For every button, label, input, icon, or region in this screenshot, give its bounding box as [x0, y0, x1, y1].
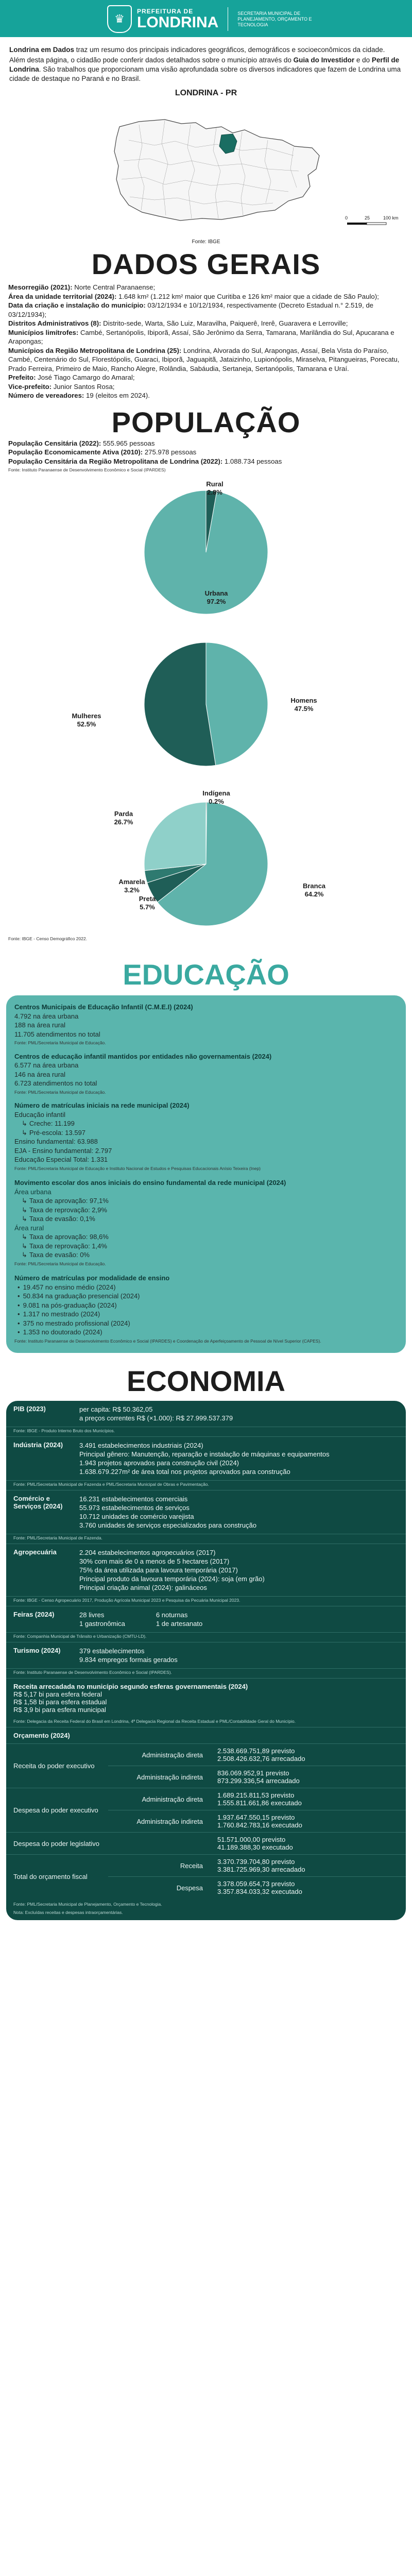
- agro-source: Fonte: IBGE - Censo Agropecuário 2017, Produção Agrícola Municipal 2023 e Pesquisa da Pecuária Municipal 2023.: [6, 1597, 406, 1606]
- taxa-urbana-text: Taxa de aprovação: 97,1%: [29, 1197, 109, 1205]
- dados-gerais-row: [8, 382, 404, 392]
- economia-title: ECONOMIA: [127, 1365, 285, 1397]
- orcamento-values: [210, 1833, 406, 1855]
- dados-gerais-label: Número de vereadores:: [8, 392, 84, 399]
- taxa-rural: [14, 1250, 398, 1260]
- orcamento-value: 3.378.059.654,73 previsto: [217, 1880, 295, 1888]
- matricula-item: Ensino fundamental: 63.988: [14, 1138, 98, 1145]
- dados-gerais-row: [8, 319, 404, 328]
- orcamento-type: Administração direta: [108, 1744, 210, 1766]
- pie-label: [103, 810, 144, 826]
- dados-gerais-row: [8, 391, 404, 400]
- modalidade-item-text: 9.081 na pós-graduação (2024): [23, 1301, 117, 1309]
- orcamento-values: [210, 1855, 406, 1877]
- map-section: [0, 83, 412, 248]
- pib-row: [6, 1401, 406, 1427]
- agro-row: [6, 1544, 406, 1597]
- turismo-label: Turismo (2024): [13, 1647, 61, 1654]
- pie-slice-homens: [206, 642, 268, 766]
- pie-label-name: Urbana: [204, 589, 228, 597]
- dados-gerais-row: [8, 328, 404, 346]
- dados-gerais-value: 19 (eleitos em 2024).: [84, 392, 150, 399]
- pie-label: [283, 697, 324, 713]
- dados-gerais-label: Vice-prefeito:: [8, 382, 52, 391]
- pie-label-value: 64.2%: [304, 890, 324, 898]
- matricula-item: EJA - Ensino fundamental: 2.797: [14, 1146, 112, 1155]
- modalidade-source: Fonte: Instituto Paranaense de Desenvolvimento Econômico e Social (IPARDES) e Coordenação de Aperfeiçoamento de Pessoal de Nível Superior (CAPES).: [14, 1338, 321, 1344]
- orcamento-values: [210, 1788, 406, 1810]
- branch-arrow-icon: ↳: [22, 1251, 27, 1259]
- feiras-item: 28 livres: [79, 1611, 105, 1619]
- pib-label: PIB (2023): [13, 1405, 46, 1413]
- pie-label: [66, 712, 107, 728]
- dados-gerais-label: Área da unidade territorial (2024):: [8, 292, 117, 300]
- comercio-source: Fonte: PML/Secretaria Municipal de Fazenda.: [6, 1534, 406, 1544]
- agro-item: 2.204 estabelecimentos agropecuários (2017): [79, 1549, 216, 1556]
- ong-item: 6.577 na área urbana: [14, 1061, 79, 1069]
- dados-gerais-row: [8, 292, 404, 301]
- pie-label: [196, 789, 237, 806]
- pie-label-value: 3.2%: [124, 886, 140, 894]
- movimento-source: Fonte: PML/Secretaria Municipal de Educação.: [14, 1261, 106, 1266]
- pib-item: per capita: R$ 50.362,05: [79, 1405, 153, 1413]
- dados-gerais-label: Prefeito:: [8, 374, 36, 381]
- orcamento-values: [210, 1877, 406, 1899]
- populacao-label: População Censitária (2022):: [8, 439, 101, 447]
- pie-label-value: 2.8%: [207, 488, 222, 496]
- pie-label-name: Preta: [139, 894, 156, 903]
- pie-label-value: 0.2%: [209, 797, 224, 805]
- pie-label-name: Homens: [290, 696, 317, 704]
- city-logo[interactable]: [107, 5, 315, 33]
- pie-label-name: Parda: [114, 809, 133, 818]
- orcamento-values: [210, 1810, 406, 1833]
- cmei-item: 11.705 atendimentos no total: [14, 1030, 100, 1038]
- modalidade-item: [14, 1328, 398, 1337]
- pie-label-name: Rural: [206, 480, 224, 488]
- industria-source: Fonte: PML/Secretaria Municipal de Fazenda e PML/Secretaria Municipal de Obras e Pavimentação.: [6, 1481, 406, 1490]
- taxa-urbana: [14, 1206, 398, 1215]
- industria-label: Indústria (2024): [13, 1441, 63, 1449]
- map-caption: Fonte: IBGE: [192, 239, 220, 245]
- feiras-item: 6 noturnas: [156, 1611, 188, 1619]
- orcamento-value: 3.357.834.033,32 executado: [217, 1888, 302, 1895]
- ong-item: 6.723 atendimentos no total: [14, 1079, 97, 1087]
- dados-gerais-label: Distritos Administrativos (8):: [8, 319, 101, 327]
- pie-charts-area: [0, 475, 412, 939]
- matricula-subitem: [14, 1128, 398, 1138]
- pie-charts-svg: [0, 475, 412, 939]
- feiras-item: 1 de artesanato: [156, 1620, 203, 1628]
- turismo-item: 379 estabelecimentos: [79, 1647, 145, 1655]
- modalidade-item-text: 1.317 no mestrado (2024): [23, 1310, 100, 1318]
- pie-label: [127, 895, 168, 911]
- pie-slice-mulheres: [144, 642, 216, 766]
- modalidade-item: [14, 1283, 398, 1292]
- dados-gerais-row: [8, 346, 404, 374]
- bullet-icon: •: [18, 1301, 20, 1309]
- feiras-row: [6, 1606, 406, 1633]
- taxa-rural-text: Taxa de evasão: 0%: [29, 1251, 90, 1259]
- orcamento-type: Administração direta: [108, 1788, 210, 1810]
- modalidade-item-text: 1.353 no doutorado (2024): [23, 1328, 102, 1336]
- bullet-icon: •: [18, 1283, 20, 1291]
- pie-label-value: 97.2%: [207, 597, 226, 605]
- intro-bold-title: Londrina em Dados: [9, 46, 75, 54]
- orcamento-group: Despesa do poder executivo: [6, 1788, 108, 1833]
- orcamento-table: [6, 1743, 406, 1899]
- dados-gerais-label: Municípios da Região Metropolitana de Londrina (25):: [8, 346, 182, 354]
- industria-item: 1.638.679.227m² de área total nos projetos aprovados para construção: [79, 1468, 290, 1476]
- dados-gerais-row: [8, 301, 404, 319]
- branch-arrow-icon: ↳: [22, 1206, 27, 1214]
- comercio-label: Comércio e Serviços (2024): [13, 1495, 63, 1510]
- matricula-item: Educação infantil: [14, 1110, 66, 1118]
- branch-arrow-icon: ↳: [22, 1233, 27, 1241]
- orcamento-row: [6, 1788, 406, 1810]
- cmei-source: Fonte: PML/Secretaria Municipal de Educação.: [14, 1040, 106, 1045]
- orcamento-source: Fonte: PML/Secretaria Municipal de Planejamento, Orçamento e Tecnologia.: [13, 1902, 162, 1907]
- pie-label-value: 47.5%: [294, 704, 314, 713]
- modalidade-item: [14, 1310, 398, 1319]
- comercio-item: 55.973 estabelecimentos de serviços: [79, 1504, 190, 1512]
- bullet-icon: •: [18, 1319, 20, 1327]
- intro-p2-start: Além desta página, o cidadão pode conferir dados detalhados sobre o município através do: [9, 56, 294, 64]
- orcamento-value: 2.538.669.751,89 previsto: [217, 1747, 295, 1755]
- orcamento-type: Despesa: [108, 1877, 210, 1899]
- cmei-item: 188 na área rural: [14, 1021, 66, 1029]
- scale-mid: 25: [365, 215, 370, 221]
- taxa-rural-text: Taxa de aprovação: 98,6%: [29, 1233, 109, 1241]
- pie-label-name: Indígena: [202, 789, 230, 797]
- orcamento-row: [6, 1855, 406, 1877]
- pie-label-value: 5.7%: [140, 903, 155, 911]
- agro-item: 75% da área utilizada para lavoura temporária (2017): [79, 1566, 238, 1574]
- receita-item: R$ 3,9 bi para esfera municipal: [13, 1706, 106, 1714]
- orcamento-value: 2.508.426.632,76 arrecadado: [217, 1755, 305, 1762]
- populacao-value: 1.088.734 pessoas: [222, 457, 282, 465]
- orcamento-group: Receita do poder executivo: [6, 1744, 108, 1788]
- comercio-item: 16.231 estabelecimentos comerciais: [79, 1495, 188, 1503]
- orcamento-type: Receita: [108, 1855, 210, 1877]
- branch-arrow-icon: ↳: [22, 1215, 27, 1223]
- orcamento-value: 836.069.952,91 previsto: [217, 1769, 289, 1777]
- crest-icon: ♛: [107, 5, 132, 33]
- orcamento-group: Total do orçamento fiscal: [6, 1855, 108, 1899]
- dados-gerais-value: Junior Santos Rosa;: [52, 382, 115, 391]
- industria-item: 3.491 estabelecimentos industriais (2024): [79, 1442, 203, 1449]
- orcamento-value: 3.370.739.704,80 previsto: [217, 1858, 295, 1866]
- industria-item: 1.943 projetos aprovados para construção civil (2024): [79, 1459, 239, 1467]
- taxa-rural: [14, 1242, 398, 1251]
- intro-p1: traz um resumo dos principais indicadores geográficos, demográficos e socioeconômicos da cidade.: [74, 46, 385, 54]
- bullet-icon: •: [18, 1292, 20, 1300]
- matricula-subitem-text: Creche: 11.199: [29, 1120, 75, 1127]
- pie-slice-parda: [144, 802, 206, 871]
- comercio-item: 3.760 unidades de serviços especializados para construção: [79, 1521, 256, 1529]
- orcamento-type: Administração indireta: [108, 1810, 210, 1833]
- pie-label-value: 26.7%: [114, 818, 133, 826]
- dados-gerais-value: Londrina, Alvorada do Sul, Arapongas, Assaí, Bela Vista do Paraíso, Cambé, Centenário do Sul, Florestópolis, Guaraci, Ibiporã, Jaguapitã, Jataizinho, Lupionópolis, Miraselva, Pitangueiras, Porecatu, Prado Ferreira, Primeiro de Maio, Rancho Alegre, Rolândia, Sabáudia, Sertaneja, Sertanópolis, Tamarana e Uraí.: [8, 346, 400, 372]
- ong-heading: Centros de educação infantil mantidos por entidades não governamentais (2024): [14, 1052, 272, 1060]
- populacao-title: POPULAÇÃO: [111, 405, 301, 438]
- dados-gerais-list: [0, 283, 412, 400]
- parana-outline: [114, 120, 319, 221]
- dados-gerais-value: Distrito-sede, Warta, São Luiz, Maravilha, Paiquerê, Irerê, Guaravera e Lerroville;: [101, 319, 348, 327]
- receita-source: Fonte: Delegacia da Receita Federal do Brasil em Londrina, 4ª Delegacia Regional da Receita Estadual e PML/Contabilidade Geral do Município.: [6, 1718, 406, 1727]
- dados-gerais-label: Mesorregião (2021):: [8, 283, 73, 291]
- industria-row: [6, 1437, 406, 1481]
- pie-label: [196, 589, 237, 606]
- dados-gerais-title: DADOS GERAIS: [91, 248, 321, 280]
- orcamento-value: 1.937.647.550,15 previsto: [217, 1814, 295, 1821]
- educacao-panel: [6, 995, 406, 1353]
- dados-gerais-label: Data da criação e instalação do município:: [8, 301, 146, 309]
- dados-gerais-value: 03/12/1934 e 10/12/1934, respectivamente (Decreto Estadual n.° 2.519, de 03/12/1934);: [8, 301, 373, 318]
- taxa-urbana-text: Taxa de reprovação: 2,9%: [29, 1206, 107, 1214]
- orcamento-heading: Orçamento (2024): [13, 1732, 70, 1739]
- orcamento-note: Nota: Excluídas receitas e despesas intraorçamentárias.: [13, 1910, 123, 1915]
- turismo-source: Fonte: Instituto Paranaense de Desenvolvimento Econômico e Social (IPARDES).: [6, 1669, 406, 1679]
- receita-item: R$ 5,17 bi para esfera federal: [13, 1690, 102, 1698]
- populacao-label: População Economicamente Ativa (2010):: [8, 448, 143, 456]
- modalidade-item: [14, 1319, 398, 1328]
- branch-arrow-icon: ↳: [22, 1128, 27, 1137]
- dados-gerais-value: Cambé, Sertanópolis, Ibiporã, Assaí, São Jerônimo da Serra, Tamarana, Marilândia do Sul, Apucarana e Arapongas;: [8, 328, 394, 345]
- taxa-urbana: [14, 1214, 398, 1224]
- orcamento-value: 51.571.000,00 previsto: [217, 1836, 286, 1843]
- pib-item: a preços correntes R$ (×1.000): R$ 27.999.537.379: [79, 1414, 233, 1422]
- matriculas-heading: Número de matrículas iniciais na rede municipal (2024): [14, 1101, 190, 1109]
- populacao-value: 555.965 pessoas: [101, 439, 155, 447]
- taxa-rural: [14, 1232, 398, 1242]
- orcamento-group: Despesa do poder legislativo: [6, 1833, 108, 1855]
- matricula-subitem: [14, 1119, 398, 1128]
- dados-gerais-label: Municípios limítrofes:: [8, 328, 79, 336]
- receita-heading: Receita arrecadada no município segundo esferas governamentais (2024): [13, 1683, 248, 1690]
- parana-map: [0, 83, 412, 248]
- orcamento-values: [210, 1766, 406, 1788]
- perfil-londrina-link[interactable]: Perfil de Londrina: [9, 56, 400, 73]
- populacao-source-top: Fonte: Instituto Paranaense de Desenvolvimento Econômico e Social (IPARDES): [8, 467, 166, 472]
- comercio-row: [6, 1490, 406, 1534]
- populacao-row: [8, 457, 404, 466]
- dados-gerais-row: [8, 283, 404, 292]
- modalidade-item-text: 19.457 no ensino médio (2024): [23, 1283, 116, 1291]
- comercio-item: 10.712 unidades de comércio varejista: [79, 1513, 194, 1520]
- modalidade-heading: Número de matrículas por modalidade de ensino: [14, 1274, 170, 1282]
- turismo-item: 9.834 empregos formais gerados: [79, 1656, 178, 1664]
- area-rural-label: Área rural: [14, 1224, 44, 1232]
- pie-label-name: Amarela: [118, 877, 145, 886]
- agro-label: Agropecuária: [13, 1548, 57, 1556]
- pie-label: [111, 878, 152, 894]
- dados-gerais-value: Norte Central Paranaense;: [72, 283, 156, 291]
- modalidade-item-text: 50.834 na graduação presencial (2024): [23, 1292, 140, 1300]
- agro-item: Principal produto da lavoura temporária (2024): soja (em grão): [79, 1575, 265, 1583]
- ong-source: Fonte: PML/Secretaria Municipal de Educação.: [14, 1089, 106, 1095]
- dados-gerais-value: José Tiago Camargo do Amaral;: [36, 374, 135, 381]
- page-header: [0, 0, 412, 37]
- cmei-heading: Centros Municipais de Educação Infantil (C.M.E.I) (2024): [14, 1003, 193, 1011]
- intro-text: [0, 37, 412, 83]
- dados-gerais-row: [8, 373, 404, 382]
- guia-investidor-link[interactable]: Guia do Investidor: [293, 56, 355, 64]
- bullet-icon: •: [18, 1310, 20, 1318]
- orcamento-value: 1.689.215.811,53 previsto: [217, 1791, 295, 1799]
- bullet-icon: •: [18, 1328, 20, 1336]
- logo-secretaria-text: SECRETARIA MUNICIPAL DE PLANEJAMENTO, ORÇAMENTO E TECNOLOGIA: [237, 10, 312, 27]
- pie-label-value: 52.5%: [77, 720, 96, 728]
- feiras-item: 1 gastronômica: [79, 1620, 125, 1628]
- taxa-rural-text: Taxa de reprovação: 1,4%: [29, 1242, 107, 1250]
- feiras-label: Feiras (2024): [13, 1611, 55, 1618]
- orcamento-value: 3.381.725.969,30 arrecadado: [217, 1866, 305, 1873]
- scale-end: 100 km: [383, 215, 399, 221]
- orcamento-type: [108, 1833, 210, 1855]
- pie-label: [194, 480, 235, 497]
- orcamento-row: [6, 1744, 406, 1766]
- populacao-value: 275.978 pessoas: [143, 448, 197, 456]
- movimento-heading: Movimento escolar dos anos iniciais do ensino fundamental da rede municipal (2024): [14, 1179, 286, 1187]
- branch-arrow-icon: ↳: [22, 1242, 27, 1250]
- taxa-urbana: [14, 1196, 398, 1206]
- logo-prefeitura-text: PREFEITURA DE: [137, 8, 194, 15]
- scale-start: 0: [345, 215, 348, 221]
- educacao-title: EDUCAÇÃO: [123, 958, 289, 991]
- cmei-item: 4.792 na área urbana: [14, 1012, 79, 1020]
- agro-item: Principal criação animal (2024): galináceos: [79, 1584, 207, 1591]
- scale-bar: [347, 223, 386, 225]
- turismo-row: [6, 1642, 406, 1669]
- matriculas-source: Fonte: PML/Secretaria Municipal de Educação e Instituto Nacional de Estudos e Pesquisas Educacionais Anísio Teixeira (Inep): [14, 1165, 261, 1171]
- taxa-urbana-text: Taxa de evasão: 0,1%: [29, 1215, 95, 1223]
- intro-p2-mid: e do: [354, 56, 372, 64]
- matricula-subitem-text: Pré-escola: 13.597: [29, 1128, 86, 1137]
- industria-item: Principal gênero: Manutenção, reparação e instalação de máquinas e equipamentos: [79, 1450, 330, 1458]
- populacao-row: [8, 448, 404, 457]
- orcamento-value: 1.760.842.783,16 executado: [217, 1821, 302, 1829]
- branch-arrow-icon: ↳: [22, 1197, 27, 1205]
- logo-city-text: LONDRINA: [137, 14, 219, 31]
- feiras-source: Fonte: Companhia Municipal de Trânsito e Urbanização (CMTU-LD).: [6, 1633, 406, 1642]
- orcamento-row: [6, 1833, 406, 1855]
- orcamento-type: Administração indireta: [108, 1766, 210, 1788]
- intro-p2-end: . São trabalhos que proporcionam uma visão aprofundada sobre os diversos indicadores que fazem de Londrina uma cidade de destaque no Paraná e no Brasil.: [9, 65, 401, 82]
- modalidade-item: [14, 1292, 398, 1301]
- economia-panel: [6, 1401, 406, 1920]
- pie-label-name: Mulheres: [72, 711, 101, 720]
- pie-label: [294, 882, 335, 899]
- ong-item: 146 na área rural: [14, 1070, 66, 1078]
- pie-label-name: Branca: [302, 882, 326, 890]
- pib-source: Fonte: IBGE - Produto Interno Bruto dos Municípios.: [6, 1427, 406, 1437]
- receita-block: [6, 1679, 406, 1718]
- matricula-item: Educação Especial Total: 1.331: [14, 1156, 108, 1163]
- map-title: LONDRINA - PR: [175, 89, 237, 97]
- dados-gerais-value: 1.648 km² (1.212 km² maior que Curitiba e 126 km² maior que a cidade de São Paulo);: [116, 292, 379, 300]
- populacao-row: [8, 439, 404, 448]
- populacao-list: [0, 439, 412, 466]
- orcamento-value: 1.555.811.661,86 executado: [217, 1799, 302, 1807]
- orcamento-value: 873.299.336,54 arrecadado: [217, 1777, 300, 1785]
- orcamento-values: [210, 1744, 406, 1766]
- area-urbana-label: Área urbana: [14, 1188, 52, 1196]
- modalidade-item: [14, 1301, 398, 1310]
- populacao-label: População Censitária da Região Metropolitana de Londrina (2022):: [8, 457, 223, 465]
- populacao-source-bottom: Fonte: IBGE - Censo Demográfico 2022.: [8, 936, 88, 941]
- agro-item: 30% com mais de 0 a menos de 5 hectares (2017): [79, 1557, 230, 1565]
- branch-arrow-icon: ↳: [22, 1120, 27, 1127]
- receita-item: R$ 1,58 bi para esfera estadual: [13, 1698, 107, 1706]
- modalidade-item-text: 375 no mestrado profissional (2024): [23, 1319, 130, 1327]
- orcamento-value: 41.189.388,30 executado: [217, 1843, 293, 1851]
